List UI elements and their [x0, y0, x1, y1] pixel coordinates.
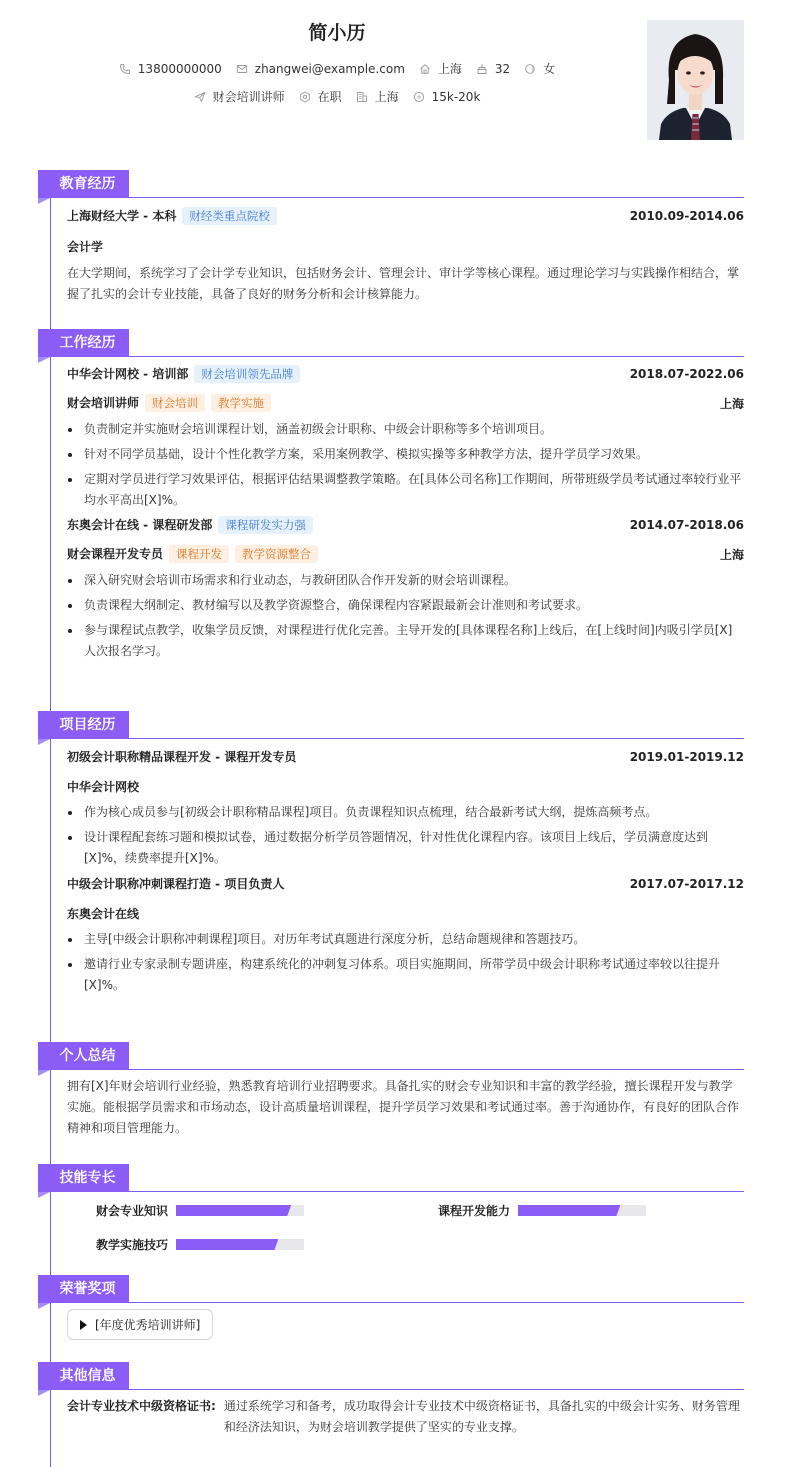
ribbon-fold [38, 198, 50, 204]
location-value: 上海 [437, 62, 462, 76]
phone-icon [119, 63, 131, 75]
skills-section [38, 1164, 744, 1264]
list-item: 主导[中级会计职称冲刺课程]项目。对历年考试真题进行深度分析，总结命题规律和答题技巧。 [67, 929, 744, 950]
phone-info [119, 62, 222, 76]
contact-info-row [0, 60, 674, 77]
building-icon [356, 91, 368, 103]
project-name: 中级会计职称冲刺课程打造 - 项目负责人 [67, 877, 285, 891]
target-city-value: 上海 [374, 90, 399, 104]
skill-name: 财会专业知识 [96, 1204, 169, 1218]
work-city: 上海 [719, 547, 744, 562]
section-title: 项目经历 [38, 711, 129, 739]
skill-bar [518, 1205, 646, 1216]
list-item: 设计课程配套练习题和模拟试卷，通过数据分析学员答题情况，针对性优化课程内容。该项目上线后，学员满意度达到[X]%，续费率提升[X]%。 [67, 827, 744, 869]
job-title: 财会培训讲师 [67, 396, 140, 410]
awards-body [38, 1303, 744, 1340]
skill-bar-fill [176, 1205, 291, 1216]
skill-item [438, 1202, 646, 1219]
project-name: 初级会计职称精品课程开发 - 课程开发专员 [67, 750, 297, 764]
list-item: 作为核心成员参与[初级会计职称精品课程]项目。负责课程知识点梳理，结合最新考试大纲，提炼高频考点。 [67, 802, 744, 823]
skill-name: 课程开发能力 [438, 1204, 511, 1218]
list-item: 邀请行业专家录制专题讲座，构建系统化的冲刺复习体系。项目实施期间，所带学员中级会计职称考试通过率较以往提升[X]%。 [67, 954, 744, 996]
project-bullets [67, 802, 744, 869]
project-bullets [67, 929, 744, 996]
certificate-row [67, 1396, 744, 1438]
age-icon [476, 63, 488, 75]
email-icon [236, 63, 248, 75]
work-date: 2014.07-2018.06 [629, 518, 744, 532]
project-date: 2017.07-2017.12 [629, 876, 744, 891]
skill-tag: 教学实施 [211, 394, 271, 412]
school-name: 上海财经大学 - 本科 [67, 209, 177, 223]
play-triangle-icon [80, 1320, 87, 1330]
project-org: 东奥会计在线 [67, 907, 140, 921]
award-item[interactable] [67, 1309, 213, 1340]
skill-bar-fill [518, 1205, 620, 1216]
work-entry [38, 516, 744, 662]
job-title: 财会课程开发专员 [67, 547, 164, 561]
email-value: zhangwei@example.com [254, 61, 405, 76]
section-header [38, 170, 744, 198]
work-entry [38, 365, 744, 511]
status-icon [299, 91, 311, 103]
list-item: 针对不同学员基础，设计个性化教学方案，采用案例教学、模拟实操等多种教学方法，提升学员学习效果。 [67, 444, 744, 465]
skill-item [96, 1236, 304, 1253]
ribbon-fold [38, 357, 50, 363]
work-section [38, 329, 744, 666]
skill-item [96, 1202, 304, 1219]
phone-value: 13800000000 [137, 61, 222, 76]
list-item: 负责制定并实施财会培训课程计划，涵盖初级会计职称、中级会计职称等多个培训项目。 [67, 419, 744, 440]
profile-photo [647, 20, 744, 140]
project-date: 2019.01-2019.12 [629, 749, 744, 764]
section-title: 荣誉奖项 [38, 1275, 129, 1303]
other-body [38, 1396, 744, 1438]
section-header [38, 1164, 744, 1192]
section-title: 教育经历 [38, 170, 129, 198]
status-value: 在职 [317, 90, 342, 104]
status-info [299, 88, 342, 105]
job-intent-row [0, 88, 674, 105]
skill-bar [176, 1239, 304, 1250]
company-name: 东奥会计在线 - 课程研发部 [67, 518, 213, 532]
education-date: 2010.09-2014.06 [629, 209, 744, 223]
candidate-name: 简小历 [308, 22, 366, 44]
projects-section [38, 711, 744, 1000]
company-tag: 财会培训领先品牌 [194, 365, 300, 383]
list-item: 参与课程试点教学，收集学员反馈，对课程进行优化完善。主导开发的[具体课程名称]上线后，在[上线时间]内吸引学员[X]人次报名学习。 [67, 620, 744, 662]
age-info [476, 62, 510, 76]
ribbon-fold [38, 739, 50, 745]
work-city: 上海 [719, 396, 744, 411]
section-header [38, 711, 744, 739]
list-item: 深入研究财会培训市场需求和行业动态，与教研团队合作开发新的财会培训课程。 [67, 570, 744, 591]
award-label: [年度优秀培训讲师] [95, 1318, 201, 1332]
duty-list [67, 570, 744, 662]
major-name: 会计学 [67, 240, 104, 254]
send-icon [194, 91, 206, 103]
location-info [419, 60, 462, 77]
education-entry [38, 207, 744, 305]
section-header [38, 1275, 744, 1303]
gender-value: 女 [543, 62, 556, 76]
skill-tag: 教学资源整合 [235, 545, 318, 563]
education-desc: 在大学期间，系统学习了会计学专业知识，包括财务会计、管理会计、审计学等核心课程。通过理论学习与实践操作相结合，掌握了扎实的会计专业技能，具备了良好的财务分析和会计核算能力。 [67, 266, 740, 301]
school-tag: 财经类重点院校 [182, 207, 277, 225]
summary-text: 拥有[X]年财会培训行业经验，熟悉教育培训行业招聘要求。具备扎实的财会专业知识和丰富的教学经验，擅长课程开发与教学实施。能根据学员需求和市场动态，设计高质量培训课程，提升学员学习效果和考试通过率。善于沟通协作，有良好的团队合作精神和项目管理能力。 [67, 1079, 740, 1135]
target-job-info [194, 88, 285, 105]
section-title: 技能专长 [38, 1164, 129, 1192]
salary-icon [413, 91, 425, 103]
certificate-label: 会计专业技术中级资格证书: [67, 1399, 216, 1413]
skill-tag: 课程开发 [169, 545, 229, 563]
project-org: 中华会计网校 [67, 780, 140, 794]
section-header [38, 1042, 744, 1070]
skill-bar-fill [176, 1239, 278, 1250]
list-item: 负责课程大纲制定、教材编写以及教学资源整合，确保课程内容紧跟最新会计准则和考试要求。 [67, 595, 744, 616]
section-title: 其他信息 [38, 1362, 129, 1390]
email-info [236, 62, 405, 76]
home-icon [419, 63, 431, 75]
skill-bar [176, 1205, 304, 1216]
age-value: 32 [494, 61, 511, 76]
salary-value: 15k-20k [431, 89, 481, 104]
section-title: 个人总结 [38, 1042, 129, 1070]
skill-name: 教学实施技巧 [96, 1238, 169, 1252]
section-title: 工作经历 [38, 329, 129, 357]
list-item: 定期对学员进行学习效果评估，根据评估结果调整教学策略。在[具体公司名称]工作期间，所带班级学员考试通过率较行业平均水平高出[X]%。 [67, 469, 744, 511]
section-header [38, 1362, 744, 1390]
summary-body [38, 1076, 744, 1139]
skill-tag: 财会培训 [145, 394, 205, 412]
project-entry [38, 748, 744, 869]
target-city-info [356, 88, 399, 105]
resume-header [0, 0, 794, 150]
gender-info [524, 60, 555, 77]
company-tag: 课程研发实力强 [218, 516, 313, 534]
section-header [38, 329, 744, 357]
education-section [38, 170, 744, 305]
project-entry [38, 875, 744, 996]
awards-section [38, 1275, 744, 1340]
skills-body [38, 1192, 744, 1264]
other-section [38, 1362, 744, 1438]
salary-info [413, 90, 481, 104]
gender-icon [524, 63, 536, 75]
certificate-desc: 通过系统学习和备考，成功取得会计专业技术中级资格证书，具备扎实的中级会计实务、财务管理和经济法知识，为财会培训教学提供了坚实的专业支撑。 [223, 1399, 740, 1434]
duty-list [67, 419, 744, 511]
target-job-value: 财会培训讲师 [212, 90, 285, 104]
company-name: 中华会计网校 - 培训部 [67, 367, 189, 381]
work-date: 2018.07-2022.06 [629, 367, 744, 381]
summary-section [38, 1042, 744, 1139]
